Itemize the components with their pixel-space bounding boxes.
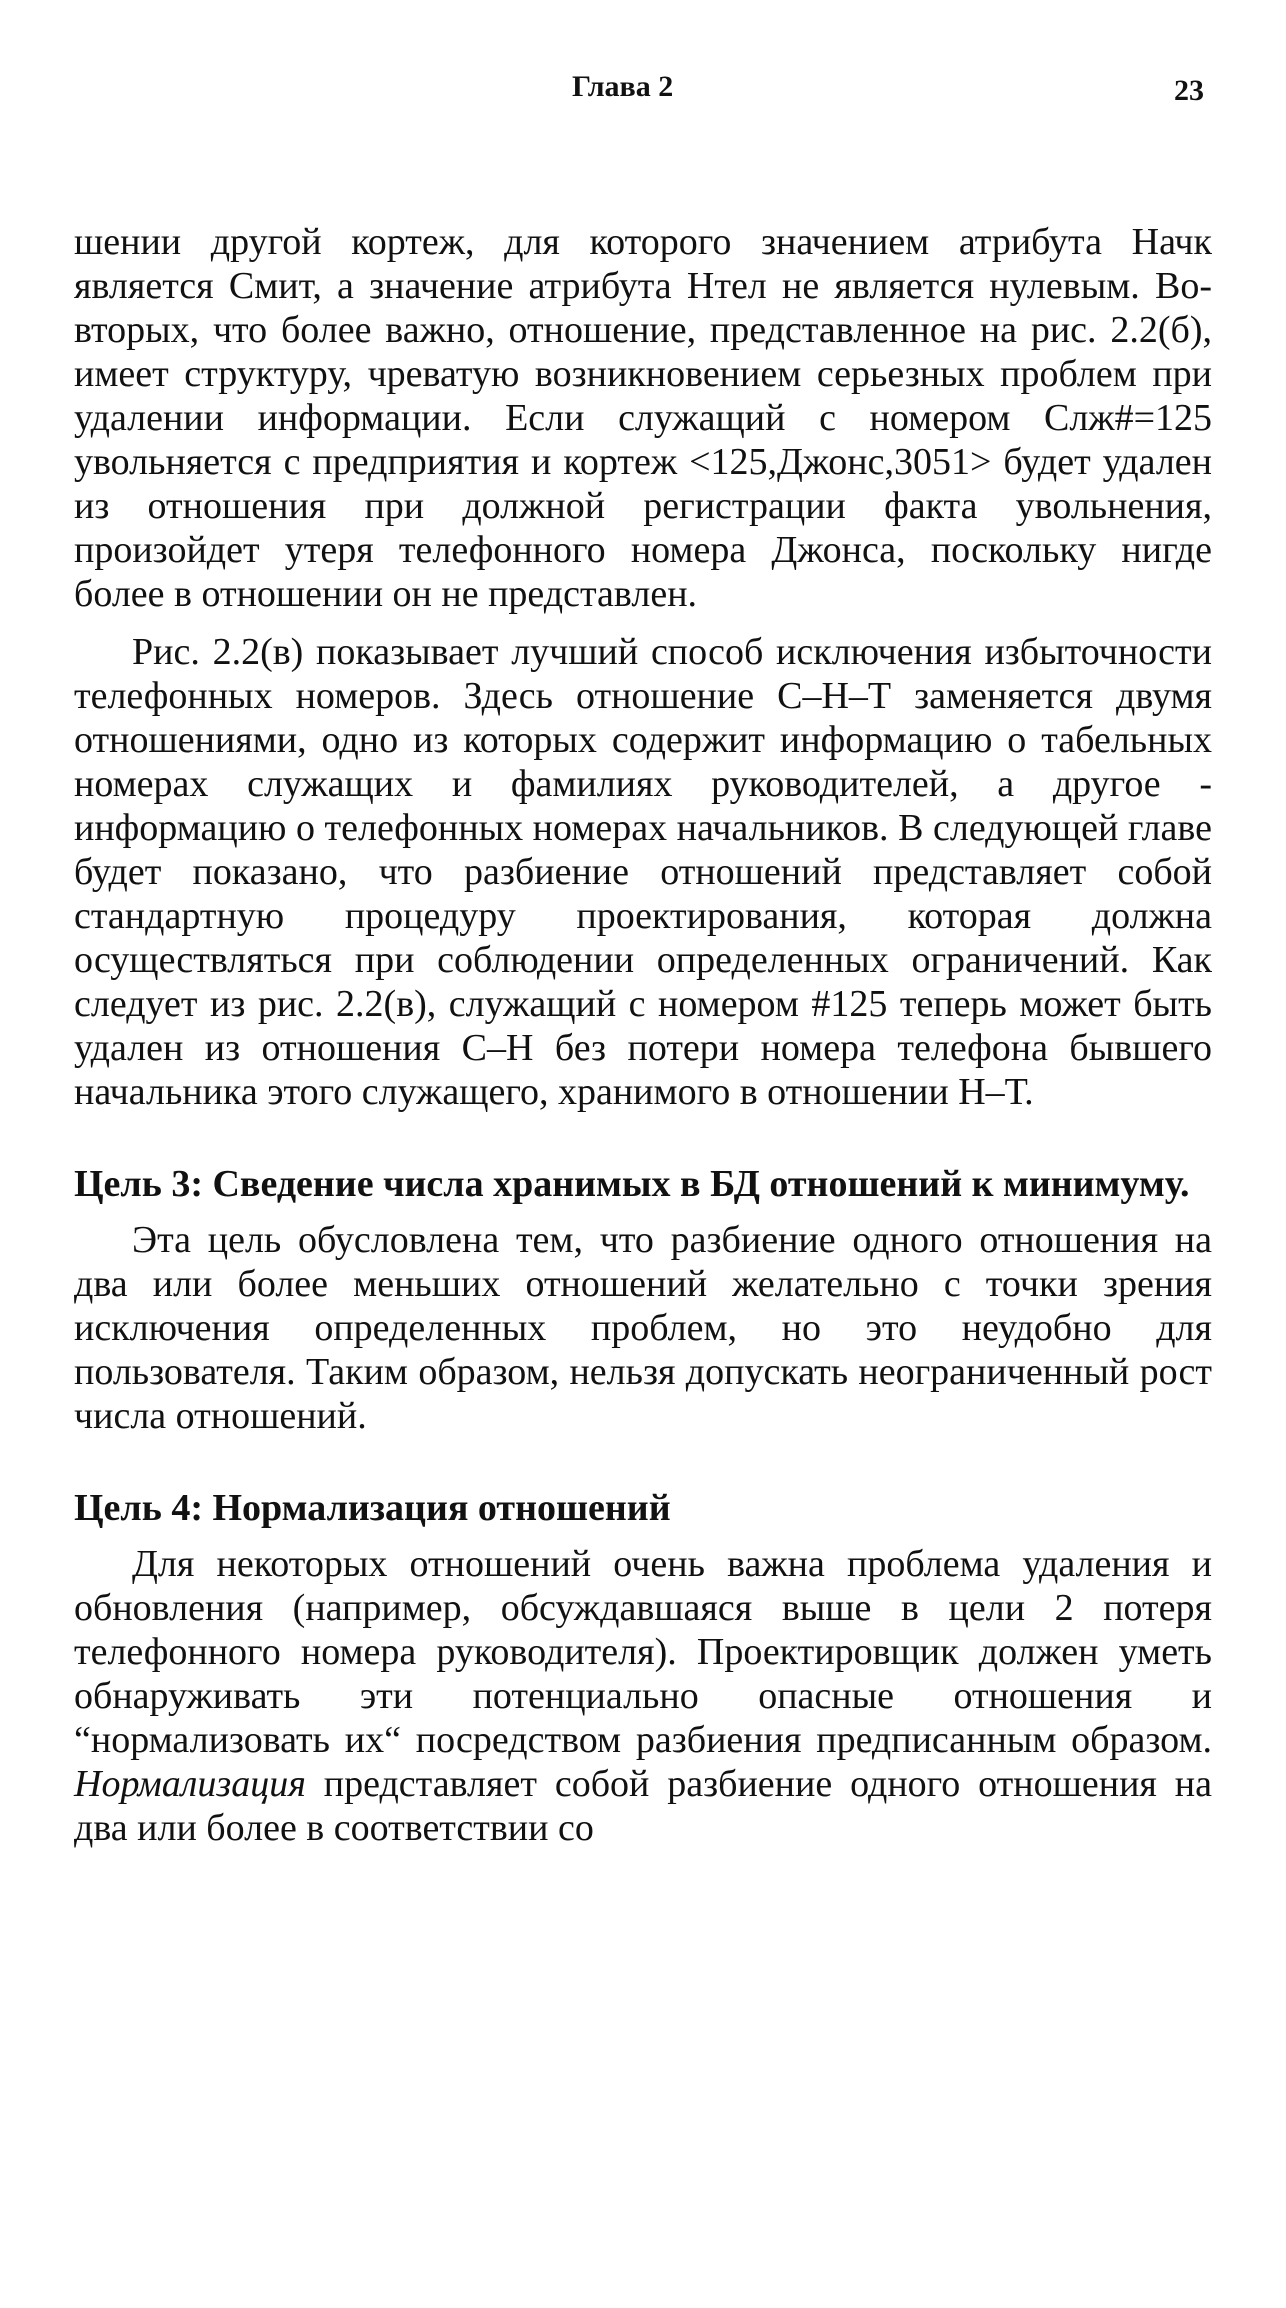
paragraph-goal-4 — [74, 1542, 1212, 1850]
paragraph-goal-4-text-after: представляет собой разбиение одного отношения на два или более в соответствии со — [74, 1763, 1212, 1849]
paragraph-spacer — [74, 616, 1212, 630]
heading-goal-3: Цель 3: Сведение числа хранимых в БД отношений к минимуму. — [74, 1163, 1190, 1205]
paragraph-continuation: шении другой кортеж, для которого значением атрибута Начк является Смит, а значение атрибута Нтел не является нулевым. Во-вторых, что более важно, отношение, представленное на рис. 2.2(б), имеет структуру, чреватую возникновением серьезных проблем при удалении информации. Если служащий с номером Слж#=125 увольняется с предприятия и кортеж <125,Джонс,3051> будет удален из отношения при должной регистрации факта увольнения, произойдет утеря телефонного номера Джонса, поскольку нигде более в отношении он не представлен. — [74, 221, 1212, 615]
page-number: 23 — [1174, 74, 1204, 107]
paragraph-figure-2-2v: Рис. 2.2(в) показывает лучший способ исключения избыточности телефонных номеров. Здесь отношение С–Н–Т заменяется двумя отношениями, одно из которых содержит информацию о табельных номерах служащих и фамилиях руководителей, а другое - информацию о телефонных номерах начальников. В следующей главе будет показано, что разбиение отношений представляет собой стандартную процедуру проектирования, которая должна осуществляться при соблюдении определенных ограничений. Как следует из рис. 2.2(в), служащий с номером #125 теперь может быть удален из отношения С–Н без потери номера телефона бывшего начальника этого служащего, хранимого в отношении Н–Т. — [74, 631, 1212, 1113]
page-body — [74, 220, 1212, 1850]
heading-goal-4: Цель 4: Нормализация отношений — [74, 1487, 671, 1529]
paragraph-goal-3: Эта цель обусловлена тем, что разбиение одного отношения на два или более меньших отношений желательно с точки зрения исключения определенных проблем, но это неудобно для пользователя. Таким образом, нельзя допускать неограниченный рост числа отношений. — [74, 1219, 1212, 1437]
term-normalization: Нормализация — [74, 1763, 306, 1805]
heading-spacer — [74, 1206, 1212, 1218]
section-spacer — [74, 1438, 1212, 1486]
section-spacer — [74, 1114, 1212, 1162]
chapter-label: Глава 2 — [572, 70, 674, 103]
running-head — [0, 70, 1286, 120]
paragraph-goal-4-text-before: Для некоторых отношений очень важна проблема удаления и обновления (например, обсуждавшаяся выше в цели 2 потеря телефонного номера руководителя). Проектировщик должен уметь обнаруживать эти потенциально опасные отношения и “нормализовать их“ посредством разбиения предписанным образом. — [74, 1543, 1212, 1761]
heading-spacer — [74, 1530, 1212, 1542]
